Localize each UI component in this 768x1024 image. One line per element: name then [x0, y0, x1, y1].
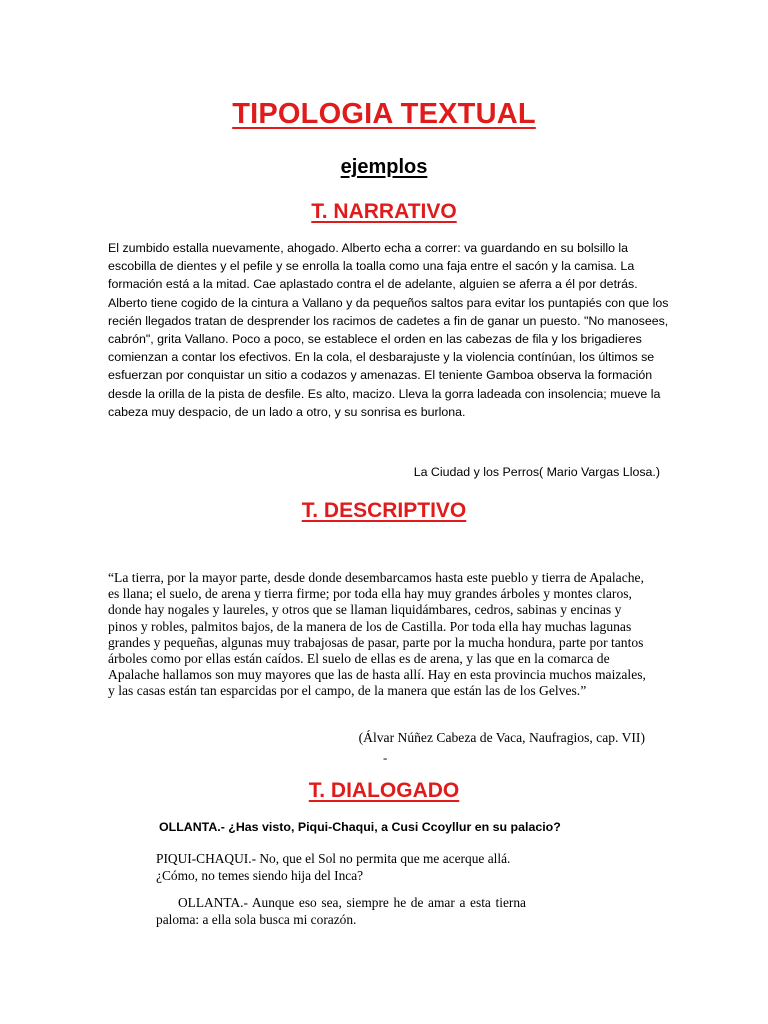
heading-narrativo: T. NARRATIVO: [311, 200, 457, 223]
separator-dash: -: [383, 750, 388, 765]
narrative-citation: La Ciudad y los Perros( Mario Vargas Llosa.): [413, 465, 660, 479]
dialog-line-ollanta-2: OLLANTA.- Aunque eso sea, siempre he de amar a esta tierna paloma: a ella sola busca mi corazón.: [156, 895, 526, 927]
heading-descriptivo: T. DESCRIPTIVO: [301, 499, 467, 522]
dialog-line-ollanta-1: OLLANTA.- ¿Has visto, Piqui-Chaqui, a Cusi Ccoyllur en su palacio?: [159, 820, 561, 834]
page-subtitle: ejemplos: [340, 156, 428, 178]
descriptive-citation: (Álvar Núñez Cabeza de Vaca, Naufragios, cap. VII): [358, 730, 645, 745]
page-title: TIPOLOGIA TEXTUAL: [232, 98, 536, 130]
dialog-line-piqui-chaqui: PIQUI-CHAQUI.- No, que el Sol no permita que me acerque allá. ¿Cómo, no temes siendo hija del Inca?: [156, 851, 511, 883]
heading-dialogado: T. DIALOGADO: [308, 779, 460, 802]
narrative-paragraph: El zumbido estalla nuevamente, ahogado. Alberto echa a correr: va guardando en su bolsillo la escobilla de dientes y el pefile y se enrolla la toalla como una faja entre el sacón y la camisa. La formación está a la mitad. Cae aplastado contra el de adelante, alguien se aferra a él por detrás. Alberto tiene cogido de la cintura a Vallano y da pequeños saltos para evitar los puntapiés con que los recién llegados tratan de desprender los racimos de cadetes a fin de ganar un puesto. "No manosees, cabrón", grita Vallano. Poco a poco, se establece el orden en las cabezas de fila y los brigadieres comienzan a contar los efectivos. En la cola, el desbarajuste y la violencia contínúan, los últimos se esfuerzan por conquistar un sitio a codazos y amenazas. El teniente Gamboa observa la formación desde la orilla de la pista de desfile. Es alto, macizo. Lleva la gorra ladeada con insolencia; mueve la cabeza muy despacio, de un lado a otro, y su sonrisa es burlona.: [108, 241, 669, 419]
descriptive-paragraph: “La tierra, por la mayor parte, desde donde desembarcamos hasta este pueblo y tierra de Apalache, es llana; el suelo, de arena y tierra firme; por toda ella hay muy grandes árboles y montes claros, donde hay nogales y laureles, y otros que se llaman liquidámbares, cedros, sabinas y encinas y pinos y robles, palmitos bajos, de la manera de los de Castilla. Por toda ella hay muchas lagunas grandes y pequeñas, algunas muy trabajosas de pasar, parte por la mucha hondura, parte por tantos árboles como por ellas están caídos. El suelo de ellas es de arena, y las que en la comarca de Apalache hallamos son muy mayores que las de hasta allí. Hay en esta provincia muchos maizales, y las casas están tan esparcidas por el campo, de la manera que están las de los Gelves.”: [108, 570, 646, 699]
